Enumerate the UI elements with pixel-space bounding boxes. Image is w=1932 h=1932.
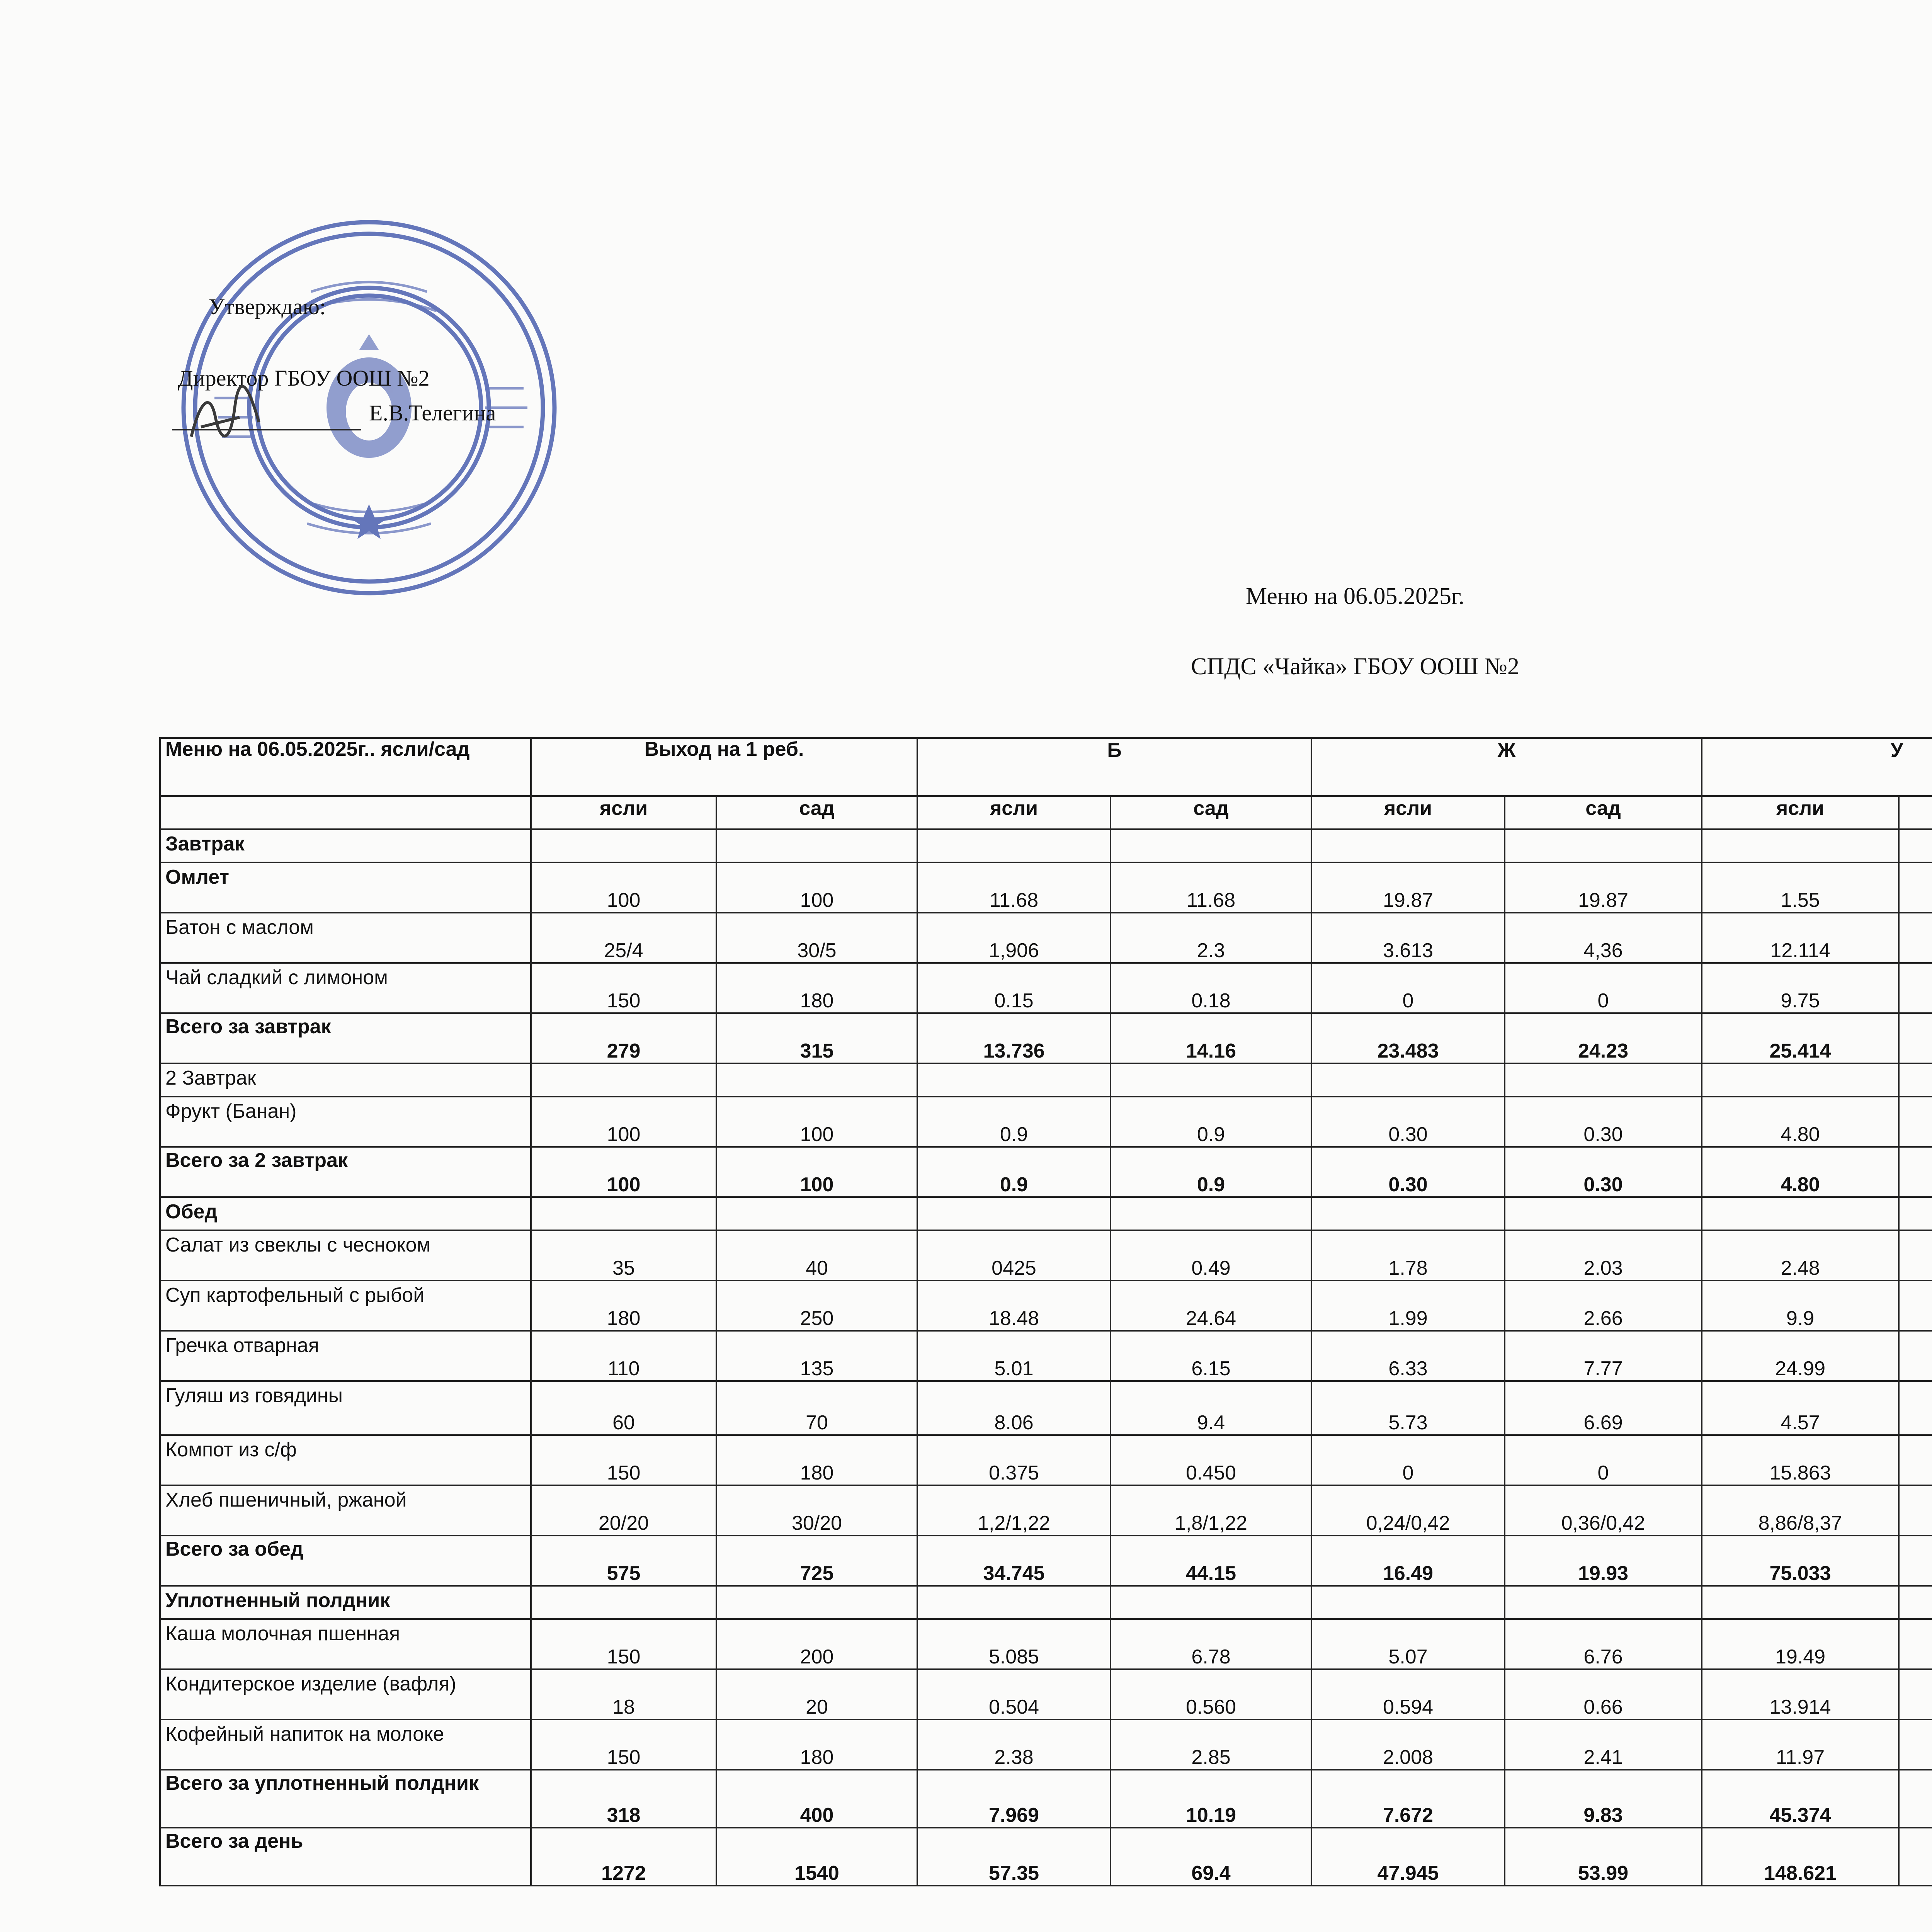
header-group-carbs: У xyxy=(1702,738,1932,796)
dish-name: Чай сладкий с лимоном xyxy=(160,963,531,1013)
table-row xyxy=(160,963,1932,1013)
value-cell: 20/20 xyxy=(531,1485,716,1536)
value-cell: 30/20 xyxy=(716,1485,917,1536)
value-cell: 0.9 xyxy=(917,1147,1111,1197)
value-cell xyxy=(1899,1331,1932,1381)
value-cell: 11.97 xyxy=(1702,1719,1899,1770)
value-cell xyxy=(1702,829,1899,862)
table-row xyxy=(160,1381,1932,1435)
value-cell: 0 xyxy=(1311,963,1505,1013)
value-cell: 18.48 xyxy=(917,1281,1111,1331)
value-cell: 12.114 xyxy=(1702,913,1899,963)
value-cell: 0 xyxy=(1505,963,1702,1013)
value-cell: 0.30 xyxy=(1311,1147,1505,1197)
value-cell: 2.38 xyxy=(917,1719,1111,1770)
total-row xyxy=(160,1770,1932,1828)
value-cell: 7.77 xyxy=(1505,1331,1702,1381)
value-cell xyxy=(917,1063,1111,1097)
value-cell: 0.560 xyxy=(1111,1669,1311,1719)
value-cell: 69.4 xyxy=(1111,1828,1311,1886)
subheader-cell: ясли xyxy=(531,796,716,829)
approve-name: Е.В.Телегина xyxy=(369,400,496,425)
value-cell xyxy=(531,1586,716,1619)
value-cell: 14.16 xyxy=(1111,1013,1311,1063)
header-corner: Меню на 06.05.2025г.. ясли/сад xyxy=(160,738,531,796)
value-cell: 8,86/8,37 xyxy=(1702,1485,1899,1536)
value-cell xyxy=(1505,1586,1702,1619)
value-cell: 4.80 xyxy=(1702,1097,1899,1147)
value-cell: 135 xyxy=(716,1331,917,1381)
dish-name: Всего за завтрак xyxy=(160,1013,531,1063)
value-cell: 150 xyxy=(531,1619,716,1669)
value-cell: 24.23 xyxy=(1505,1013,1702,1063)
subheader-cell: сад xyxy=(716,796,917,829)
dish-name: Всего за 2 завтрак xyxy=(160,1147,531,1197)
value-cell: 100 xyxy=(716,862,917,913)
value-cell: 2.85 xyxy=(1111,1719,1311,1770)
value-cell xyxy=(1505,1063,1702,1097)
value-cell: 7.969 xyxy=(917,1770,1111,1828)
value-cell: 9.9 xyxy=(1702,1281,1899,1331)
total-row xyxy=(160,1147,1932,1197)
value-cell: 2.3 xyxy=(1111,913,1311,963)
value-cell: 150 xyxy=(531,1435,716,1485)
value-cell: 0.9 xyxy=(917,1097,1111,1147)
dish-name: 2 Завтрак xyxy=(160,1063,531,1097)
menu-table xyxy=(159,737,1932,1886)
value-cell xyxy=(1899,1770,1932,1828)
value-cell: 4,36 xyxy=(1505,913,1702,963)
table-row xyxy=(160,1281,1932,1331)
dish-name: Уплотненный полдник xyxy=(160,1586,531,1619)
value-cell: 100 xyxy=(531,862,716,913)
dish-name: Завтрак xyxy=(160,829,531,862)
value-cell: 9.4 xyxy=(1111,1381,1311,1435)
value-cell: 13.914 xyxy=(1702,1669,1899,1719)
value-cell xyxy=(1899,1669,1932,1719)
dish-name: Кофейный напиток на молоке xyxy=(160,1719,531,1770)
value-cell: 11.68 xyxy=(1111,862,1311,913)
value-cell: 725 xyxy=(716,1536,917,1586)
value-cell xyxy=(917,1586,1111,1619)
value-cell: 110 xyxy=(531,1331,716,1381)
value-cell: 0.30 xyxy=(1505,1097,1702,1147)
dish-name: Суп картофельный с рыбой xyxy=(160,1281,531,1331)
total-row xyxy=(160,1536,1932,1586)
table-row xyxy=(160,1669,1932,1719)
value-cell: 9.75 xyxy=(1702,963,1899,1013)
value-cell: 34.745 xyxy=(917,1536,1111,1586)
value-cell: 0,36/0,42 xyxy=(1505,1485,1702,1536)
total-row xyxy=(160,1828,1932,1886)
section-row xyxy=(160,829,1932,862)
header-group-output: Выход на 1 реб. xyxy=(531,738,917,796)
value-cell: 23.483 xyxy=(1311,1013,1505,1063)
value-cell xyxy=(1311,1586,1505,1619)
value-cell: 35 xyxy=(531,1230,716,1281)
menu-body xyxy=(160,829,1932,1886)
value-cell: 0425 xyxy=(917,1230,1111,1281)
dish-name: Омлет xyxy=(160,862,531,913)
value-cell: 180 xyxy=(531,1281,716,1331)
dish-name: Хлеб пшеничный, ржаной xyxy=(160,1485,531,1536)
value-cell: 100 xyxy=(531,1097,716,1147)
table-row xyxy=(160,1331,1932,1381)
value-cell: 19.87 xyxy=(1311,862,1505,913)
value-cell: 6.69 xyxy=(1505,1381,1702,1435)
subheader-cell xyxy=(1899,796,1932,829)
value-cell: 1.78 xyxy=(1311,1230,1505,1281)
value-cell: 18 xyxy=(531,1669,716,1719)
value-cell: 20 xyxy=(716,1669,917,1719)
value-cell xyxy=(1899,1619,1932,1669)
kindergarten-title: СПДС «Чайка» ГБОУ ООШ №2 xyxy=(1191,653,1519,680)
value-cell: 25/4 xyxy=(531,913,716,963)
value-cell: 19.87 xyxy=(1505,862,1702,913)
value-cell: 13.736 xyxy=(917,1013,1111,1063)
value-cell xyxy=(1899,1197,1932,1230)
value-cell xyxy=(1702,1197,1899,1230)
table-row xyxy=(160,1435,1932,1485)
value-cell xyxy=(531,829,716,862)
value-cell: 57.35 xyxy=(917,1828,1111,1886)
value-cell: 60 xyxy=(531,1381,716,1435)
table-row xyxy=(160,1230,1932,1281)
table-row xyxy=(160,1485,1932,1536)
value-cell: 9.83 xyxy=(1505,1770,1702,1828)
section-row xyxy=(160,1063,1932,1097)
value-cell: 5.73 xyxy=(1311,1381,1505,1435)
value-cell xyxy=(917,829,1111,862)
total-row xyxy=(160,1013,1932,1063)
value-cell xyxy=(1899,1230,1932,1281)
value-cell xyxy=(1899,1586,1932,1619)
value-cell: 8.06 xyxy=(917,1381,1111,1435)
value-cell: 5.07 xyxy=(1311,1619,1505,1669)
value-cell: 44.15 xyxy=(1111,1536,1311,1586)
value-cell: 2.03 xyxy=(1505,1230,1702,1281)
value-cell: 6.78 xyxy=(1111,1619,1311,1669)
dish-name: Салат из свеклы с чесноком xyxy=(160,1230,531,1281)
value-cell xyxy=(1899,1381,1932,1435)
header-group-fat: Ж xyxy=(1311,738,1702,796)
table-row xyxy=(160,913,1932,963)
value-cell: 0.30 xyxy=(1505,1147,1702,1197)
value-cell: 53.99 xyxy=(1505,1828,1702,1886)
value-cell xyxy=(1111,1197,1311,1230)
value-cell: 47.945 xyxy=(1311,1828,1505,1886)
dish-name: Каша молочная пшенная xyxy=(160,1619,531,1669)
value-cell: 30/5 xyxy=(716,913,917,963)
table-row xyxy=(160,1619,1932,1669)
value-cell xyxy=(1899,1063,1932,1097)
value-cell xyxy=(1111,1586,1311,1619)
value-cell: 0 xyxy=(1311,1435,1505,1485)
value-cell: 1,906 xyxy=(917,913,1111,963)
table-subheader-row xyxy=(160,796,1932,829)
value-cell: 5.085 xyxy=(917,1619,1111,1669)
value-cell: 2.66 xyxy=(1505,1281,1702,1331)
value-cell: 6.76 xyxy=(1505,1619,1702,1669)
section-row xyxy=(160,1586,1932,1619)
value-cell: 100 xyxy=(531,1147,716,1197)
value-cell xyxy=(1311,829,1505,862)
approve-position: Директор ГБОУ ООШ №2 xyxy=(178,366,430,391)
value-cell xyxy=(1311,1197,1505,1230)
value-cell xyxy=(1899,1281,1932,1331)
value-cell xyxy=(1505,829,1702,862)
value-cell xyxy=(716,1063,917,1097)
dish-name: Всего за уплотненный полдник xyxy=(160,1770,531,1828)
value-cell xyxy=(1702,1063,1899,1097)
table-header-row xyxy=(160,738,1932,796)
approve-title: Утверждаю: xyxy=(209,294,326,319)
value-cell: 2.008 xyxy=(1311,1719,1505,1770)
subheader-cell: ясли xyxy=(1702,796,1899,829)
value-cell xyxy=(1505,1197,1702,1230)
dish-name: Гуляш из говядины xyxy=(160,1381,531,1435)
value-cell: 10.19 xyxy=(1111,1770,1311,1828)
subheader-cell: сад xyxy=(1111,796,1311,829)
value-cell xyxy=(1899,1536,1932,1586)
table-row xyxy=(160,1097,1932,1147)
value-cell: 70 xyxy=(716,1381,917,1435)
value-cell xyxy=(1899,1147,1932,1197)
value-cell: 400 xyxy=(716,1770,917,1828)
value-cell xyxy=(531,1197,716,1230)
value-cell: 0.375 xyxy=(917,1435,1111,1485)
section-row xyxy=(160,1197,1932,1230)
value-cell: 24.64 xyxy=(1111,1281,1311,1331)
value-cell: 1540 xyxy=(716,1828,917,1886)
value-cell: 318 xyxy=(531,1770,716,1828)
value-cell xyxy=(716,829,917,862)
dish-name: Компот из с/ф xyxy=(160,1435,531,1485)
value-cell xyxy=(1899,862,1932,913)
value-cell: 1,8/1,22 xyxy=(1111,1485,1311,1536)
value-cell xyxy=(1899,963,1932,1013)
value-cell: 45.374 xyxy=(1702,1770,1899,1828)
value-cell: 575 xyxy=(531,1536,716,1586)
value-cell: 0.450 xyxy=(1111,1435,1311,1485)
value-cell xyxy=(1899,1485,1932,1536)
value-cell xyxy=(917,1197,1111,1230)
subheader-cell: ясли xyxy=(917,796,1111,829)
value-cell: 100 xyxy=(716,1147,917,1197)
subheader-blank xyxy=(160,796,531,829)
value-cell: 200 xyxy=(716,1619,917,1669)
value-cell xyxy=(1899,1097,1932,1147)
value-cell: 180 xyxy=(716,1719,917,1770)
dish-name: Всего за обед xyxy=(160,1536,531,1586)
value-cell: 1,2/1,22 xyxy=(917,1485,1111,1536)
value-cell: 1272 xyxy=(531,1828,716,1886)
value-cell: 0.49 xyxy=(1111,1230,1311,1281)
value-cell: 15.863 xyxy=(1702,1435,1899,1485)
value-cell: 2.48 xyxy=(1702,1230,1899,1281)
value-cell: 25.414 xyxy=(1702,1013,1899,1063)
value-cell: 19.49 xyxy=(1702,1619,1899,1669)
value-cell: 19.93 xyxy=(1505,1536,1702,1586)
value-cell: 0 xyxy=(1505,1435,1702,1485)
value-cell xyxy=(716,1197,917,1230)
value-cell: 0.504 xyxy=(917,1669,1111,1719)
value-cell: 5.01 xyxy=(917,1331,1111,1381)
value-cell xyxy=(716,1586,917,1619)
value-cell xyxy=(1899,913,1932,963)
value-cell: 6.33 xyxy=(1311,1331,1505,1381)
value-cell: 4.80 xyxy=(1702,1147,1899,1197)
value-cell xyxy=(1899,1719,1932,1770)
dish-name: Кондитерское изделие (вафля) xyxy=(160,1669,531,1719)
table-row xyxy=(160,1719,1932,1770)
value-cell: 2.41 xyxy=(1505,1719,1702,1770)
value-cell xyxy=(1702,1586,1899,1619)
value-cell: 0.15 xyxy=(917,963,1111,1013)
value-cell: 150 xyxy=(531,1719,716,1770)
value-cell: 0.9 xyxy=(1111,1147,1311,1197)
value-cell: 250 xyxy=(716,1281,917,1331)
value-cell xyxy=(1899,1435,1932,1485)
value-cell: 40 xyxy=(716,1230,917,1281)
value-cell xyxy=(1311,1063,1505,1097)
header-group-protein: Б xyxy=(917,738,1311,796)
value-cell xyxy=(531,1063,716,1097)
dish-name: Обед xyxy=(160,1197,531,1230)
value-cell: 0,24/0,42 xyxy=(1311,1485,1505,1536)
value-cell xyxy=(1111,829,1311,862)
menu-title: Меню на 06.05.2025г. xyxy=(1246,583,1464,609)
value-cell: 7.672 xyxy=(1311,1770,1505,1828)
dish-name: Фрукт (Банан) xyxy=(160,1097,531,1147)
value-cell: 6.15 xyxy=(1111,1331,1311,1381)
value-cell: 0.594 xyxy=(1311,1669,1505,1719)
value-cell: 24.99 xyxy=(1702,1331,1899,1381)
value-cell xyxy=(1899,1013,1932,1063)
table-row xyxy=(160,862,1932,913)
value-cell: 1.99 xyxy=(1311,1281,1505,1331)
value-cell: 4.57 xyxy=(1702,1381,1899,1435)
value-cell: 315 xyxy=(716,1013,917,1063)
value-cell: 0.9 xyxy=(1111,1097,1311,1147)
value-cell xyxy=(1111,1063,1311,1097)
value-cell: 0.30 xyxy=(1311,1097,1505,1147)
value-cell: 150 xyxy=(531,963,716,1013)
value-cell: 180 xyxy=(716,963,917,1013)
value-cell: 16.49 xyxy=(1311,1536,1505,1586)
dish-name: Всего за день xyxy=(160,1828,531,1886)
value-cell: 11.68 xyxy=(917,862,1111,913)
value-cell xyxy=(1899,829,1932,862)
value-cell xyxy=(1899,1828,1932,1886)
director-signature xyxy=(182,379,278,456)
value-cell: 100 xyxy=(716,1097,917,1147)
value-cell: 279 xyxy=(531,1013,716,1063)
subheader-cell: ясли xyxy=(1311,796,1505,829)
value-cell: 0.66 xyxy=(1505,1669,1702,1719)
value-cell: 148.621 xyxy=(1702,1828,1899,1886)
dish-name: Гречка отварная xyxy=(160,1331,531,1381)
value-cell: 0.18 xyxy=(1111,963,1311,1013)
value-cell: 180 xyxy=(716,1435,917,1485)
value-cell: 1.55 xyxy=(1702,862,1899,913)
value-cell: 75.033 xyxy=(1702,1536,1899,1586)
dish-name: Батон с маслом xyxy=(160,913,531,963)
subheader-cell: сад xyxy=(1505,796,1702,829)
value-cell: 3.613 xyxy=(1311,913,1505,963)
